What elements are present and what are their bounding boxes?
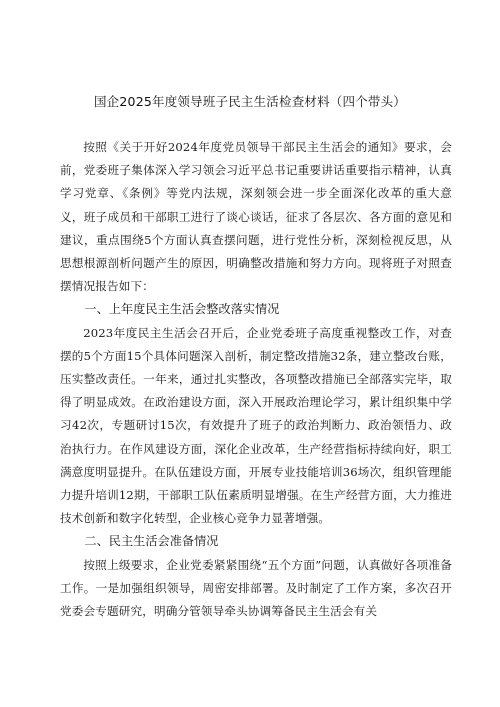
section-1-paragraph: 2023年度民主生活会召开后，企业党委班子高度重视整改工作，对查摆的5个方面15个具体问题深入剖析，制定整改措施32条，建立整改台账，压实整改责任。一年来，通过扎实整改，各项整改措施已全部落实完毕，取得了明显成效。在政治建设方面，深入开展政治理论学习，累计组织集中学习42次，专题研讨15次，有效提升了班子的政治判断力、政治领悟力、政治执行力。在作风建设方面，深化企业改革，生产经营指标持续向好，职工满意度明显提升。在队伍建设方面，开展专业技能培训36场次，组织管理能力提升培训12期，干部职工队伍素质明显增强。在生产经营方面，大力推进技术创新和数字化转型，企业核心竞争力显著增强。 — [60, 325, 452, 526]
intro-paragraph: 按照《关于开好2024年度党员领导干部民主生活会的通知》要求，会前，党委班子集体深入学习领会习近平总书记重要讲话重要指示精神，认真学习党章、《条例》等党内法规，深刻领会进一步全面深化改革的重大意义，班子成员和干部职工进行了谈心谈话，征求了各层次、各方面的意见和建议，重点围绕5个方面认真查摆问题，进行党性分析，深刻检视反思，从思想根源剖析问题产生的原因，明确整改措施和努力方向。现将班子对照查摆情况报告如下： — [60, 140, 452, 294]
section-1-heading: 一、上年度民主生活会整改落实情况 — [84, 302, 280, 317]
document-title: 国企2025年度领导班子民主生活检查材料（四个带头） — [93, 94, 406, 109]
section-2-paragraph: 按照上级要求，企业党委紧紧围绕“五个方面”问题，认真做好各项准备工作。一是加强组织领导，周密安排部署。及时制定了工作方案，多次召开党委会专题研究，明确分管领导牵头协调筹备民主生活会有关 — [60, 557, 452, 619]
document-body — [60, 136, 452, 623]
section-2-heading: 二、民主生活会准备情况 — [84, 534, 219, 549]
